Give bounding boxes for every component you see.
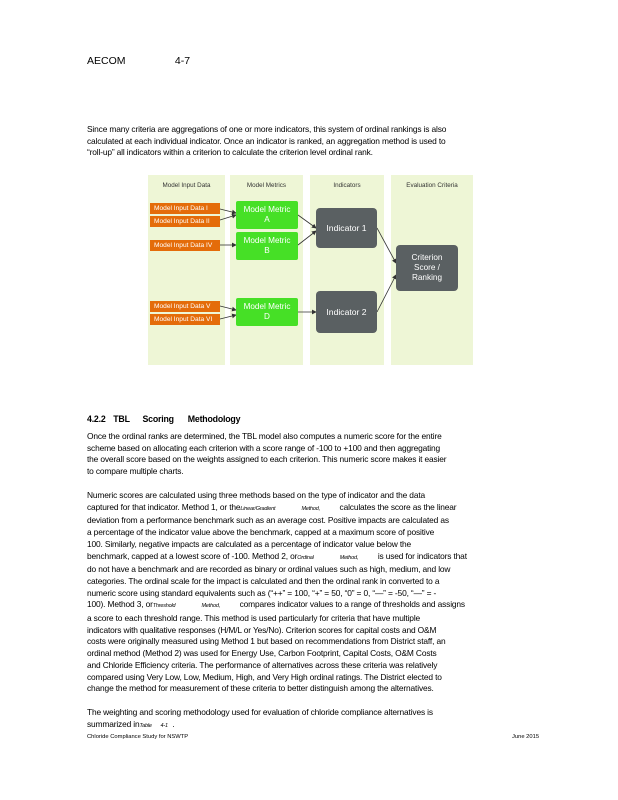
- section-number: 4.2.2: [87, 414, 106, 424]
- tbl-flow-diagram: [148, 175, 473, 365]
- metric-box-a: [236, 201, 298, 229]
- indicator-box-2: Indicator 2: [316, 291, 377, 333]
- text-line: change the method for measurement of these criteria to better distinguish among the alternatives.: [87, 683, 434, 694]
- italic-span: Method,: [201, 603, 221, 610]
- column-title: Model Input Data: [162, 182, 211, 189]
- section-word: TBL: [113, 414, 130, 424]
- footer-date: June 2015: [512, 734, 540, 740]
- paragraph-numeric-scores: [87, 490, 539, 695]
- italic-span: Threshold: [152, 603, 176, 610]
- text-span: captured for that indicator. Method 1, or the: [87, 501, 241, 512]
- paragraph-weighting: [87, 707, 539, 732]
- footer-document-title: Chloride Compliance Study for NSWTP: [87, 734, 189, 740]
- column-title: Evaluation Criteria: [406, 182, 458, 189]
- arrow-ind1-criterion: [377, 228, 396, 263]
- text-line: Since many criteria are aggregations of one or more indicators, this system of ordinal rankings is also: [87, 124, 447, 134]
- section-heading: [87, 414, 240, 424]
- metric-label: Model Metric: [243, 302, 291, 311]
- text-span: .: [172, 718, 175, 729]
- arrow-ind2-criterion: [377, 275, 396, 312]
- table-reference-link[interactable]: Table: [139, 722, 152, 729]
- text-line: numeric score using standard equivalents such as (“++” = 100, “+” = 50, “0” = 0, “—” = -50, “—” = -: [87, 587, 437, 598]
- metric-box-b: [236, 232, 298, 260]
- text-line: do not have a benchmark and are recorded as binary or ordinal values such as high, medium, and low: [87, 564, 451, 575]
- metric-id: A: [264, 215, 270, 224]
- text-line: Once the ordinal ranks are determined, the TBL model also computes a numeric score for the entire: [87, 431, 442, 441]
- text-line: and Chloride Efficiency criteria. The performance of alternatives across these criteria was relatively: [87, 659, 438, 670]
- section-word: Scoring: [142, 414, 174, 424]
- text-line: [87, 502, 539, 516]
- criterion-score-box: [396, 245, 458, 291]
- text-span: is used for indicators that: [377, 550, 467, 561]
- text-line: a percentage of the indicator value above the benchmark, capped at a maximum score of positive: [87, 527, 435, 538]
- header-org: AECOM: [87, 55, 126, 67]
- text-line: The weighting and scoring methodology used for evaluation of chloride compliance alternatives is: [87, 707, 433, 717]
- metric-label: Model Metric: [243, 205, 291, 214]
- text-span: calculates the score as the linear: [339, 501, 457, 512]
- input-box: Model Input Data V: [150, 301, 220, 312]
- text-line: [87, 551, 539, 565]
- arrow-input5-metricD: [220, 306, 236, 310]
- text-line: to compare multiple charts.: [87, 466, 184, 477]
- text-line: the overall score based on the weights assigned to each criterion. This numeric score makes it easier: [87, 454, 447, 465]
- text-line: [87, 719, 539, 733]
- input-box: Model Input Data II: [150, 216, 220, 227]
- table-reference-link[interactable]: 4-1: [160, 722, 168, 729]
- text-line: [87, 599, 539, 613]
- text-span: benchmark, capped at a lowest score of -100. Method 2, or: [87, 550, 298, 561]
- criterion-label: Score /: [414, 263, 440, 272]
- section-word: Methodology: [187, 414, 241, 424]
- arrow-metricA-ind1: [298, 215, 316, 228]
- text-line: indicators with qualitative responses (H/M/L or Yes/No). Criterion scores for capital costs and O&M: [87, 624, 437, 635]
- text-line: calculated at each individual indicator. Once an indicator is ranked, an aggregation method is used to: [87, 135, 446, 146]
- italic-span: Linear/Gradient: [240, 505, 276, 512]
- metric-id: B: [264, 246, 270, 255]
- italic-span: Method,: [301, 505, 320, 512]
- metric-box-d: [236, 298, 298, 326]
- text-line: compared using Very Low, Low, Medium, High, and Very High ordinal ratings. The District elected to: [87, 671, 442, 682]
- header-page-number: 4-7: [174, 55, 191, 67]
- indicator-box-1: Indicator 1: [316, 208, 377, 248]
- text-span: summarized in: [87, 718, 140, 729]
- text-line: scheme based on allocating each criterion with a score range of -100 to +100 and then aggregating: [87, 442, 441, 453]
- input-box: Model Input Data IV: [150, 240, 220, 251]
- text-line: “roll-up” all indicators within a criterion to calculate the criterion level ordinal rank.: [87, 147, 373, 158]
- italic-span: Ordinal: [297, 554, 314, 561]
- arrow-input6-metricD: [220, 315, 236, 319]
- text-line: categories. The ordinal scale for the impact is calculated and then the ordinal rank in converted to a: [87, 575, 440, 586]
- text-span: compares indicator values to a range of thresholds and assigns: [239, 599, 465, 610]
- input-box: Model Input Data I: [150, 203, 220, 214]
- text-line: 100. Similarly, negative impacts are calculated as a percentage of indicator value below the: [87, 538, 412, 549]
- arrow-input1-metricA: [220, 209, 236, 213]
- text-line: a score to each threshold range. This method is used particularly for criteria that have multiple: [87, 613, 421, 624]
- input-box: Model Input Data VI: [150, 314, 220, 325]
- arrow-input2-metricA: [220, 215, 236, 220]
- column-title: Indicators: [333, 182, 361, 189]
- text-span: 100). Method 3, or: [87, 599, 153, 610]
- column-title: Model Metrics: [246, 182, 287, 189]
- text-line: Numeric scores are calculated using three methods based on the type of indicator and the data: [87, 490, 426, 500]
- text-line: deviation from a performance benchmark such as an average cost. Positive impacts are calculated as: [87, 515, 449, 526]
- paragraph-criteria-aggregation: [87, 124, 539, 159]
- metric-id: D: [264, 312, 270, 321]
- metric-label: Model Metric: [243, 236, 291, 245]
- arrow-metricB-ind1: [298, 231, 316, 245]
- page-header: [87, 55, 190, 67]
- italic-span: Method,: [339, 554, 359, 561]
- text-line: ordinal method (Method 2) was used for Energy Use, Carbon Footprint, Capital Costs, O&M Costs: [87, 648, 437, 659]
- criterion-label: Criterion: [411, 253, 443, 262]
- text-line: costs were originally measured using Method 1 but based on recommendations from District staff, an: [87, 636, 446, 647]
- paragraph-ordinal-ranks: [87, 431, 539, 478]
- criterion-label: Ranking: [411, 273, 443, 282]
